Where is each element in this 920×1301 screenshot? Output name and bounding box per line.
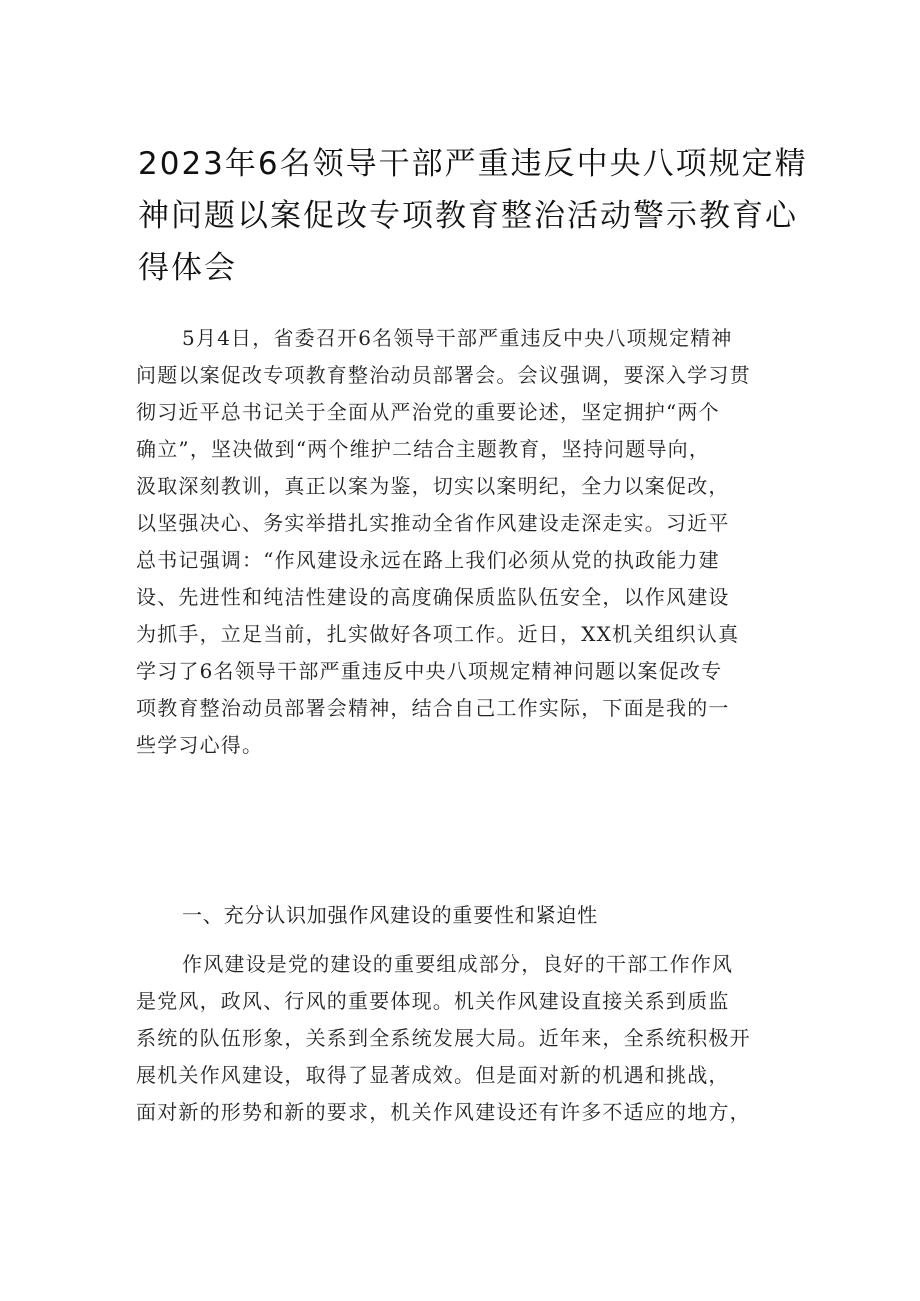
section-paragraph <box>136 946 796 1131</box>
paragraph-line: 为抓手，立足当前，扎实做好各项工作。近日，XX机关组织认真 <box>136 622 740 646</box>
paragraph-line: 问题以案促改专项教育整治动员部署会。会议强调，要深入学习贯 <box>136 363 751 387</box>
paragraph-line: 彻习近平总书记关于全面从严治党的重要论述，坚定拥护“两个 <box>136 400 720 424</box>
title-line: 神问题以案促改专项教育整治活动警示教育心 <box>138 198 798 234</box>
paragraph-line: 作风建设是党的建设的重要组成部分，良好的干部工作作风 <box>182 952 734 976</box>
paragraph-line: 系统的队伍形象，关系到全系统发展大局。近年来，全系统积极开 <box>136 1026 751 1050</box>
paragraph-line: 确立”，坚决做到“两个维护二结合主题教育，坚持问题导向， <box>136 437 711 461</box>
paragraph-line: 5月4日，省委召开6名领导干部严重违反中央八项规定精神 <box>182 326 733 350</box>
paragraph-line: 设、先进性和纯洁性建设的高度确保质监队伍安全，以作风建设 <box>136 585 730 609</box>
paragraph-line: 是党风，政风、行风的重要体现。机关作风建设直接关系到质监 <box>136 989 730 1013</box>
paragraph-line: 项教育整治动员部署会精神，结合自己工作实际，下面是我的一 <box>136 696 730 720</box>
paragraph-line: 以坚强决心、务实举措扎实推动全省作风建设走深走实。习近平 <box>136 511 730 535</box>
paragraph-line: 学习了6名领导干部严重违反中央八项规定精神问题以案促改专 <box>136 659 723 683</box>
intro-paragraph <box>136 320 796 764</box>
paragraph-line: 汲取深刻教训，真正以案为鉴，切实以案明纪，全力以案促改， <box>136 474 730 498</box>
paragraph-line: 总书记强调：“作风建设永远在路上我们必须从党的执政能力建 <box>136 548 720 572</box>
paragraph-line: 展机关作风建设，取得了显著成效。但是面对新的机遇和挑战， <box>136 1063 730 1087</box>
title-line: 得体会 <box>138 250 237 286</box>
document-title <box>138 138 808 294</box>
paragraph-line: 面对新的形势和新的要求，机关作风建设还有许多不适应的地方， <box>136 1100 751 1124</box>
paragraph-line: 些学习心得。 <box>136 733 264 757</box>
title-line: 2023年6名领导干部严重违反中央八项规定精 <box>138 146 808 182</box>
section-heading: 一、充分认识加强作风建设的重要性和紧迫性 <box>182 903 598 927</box>
